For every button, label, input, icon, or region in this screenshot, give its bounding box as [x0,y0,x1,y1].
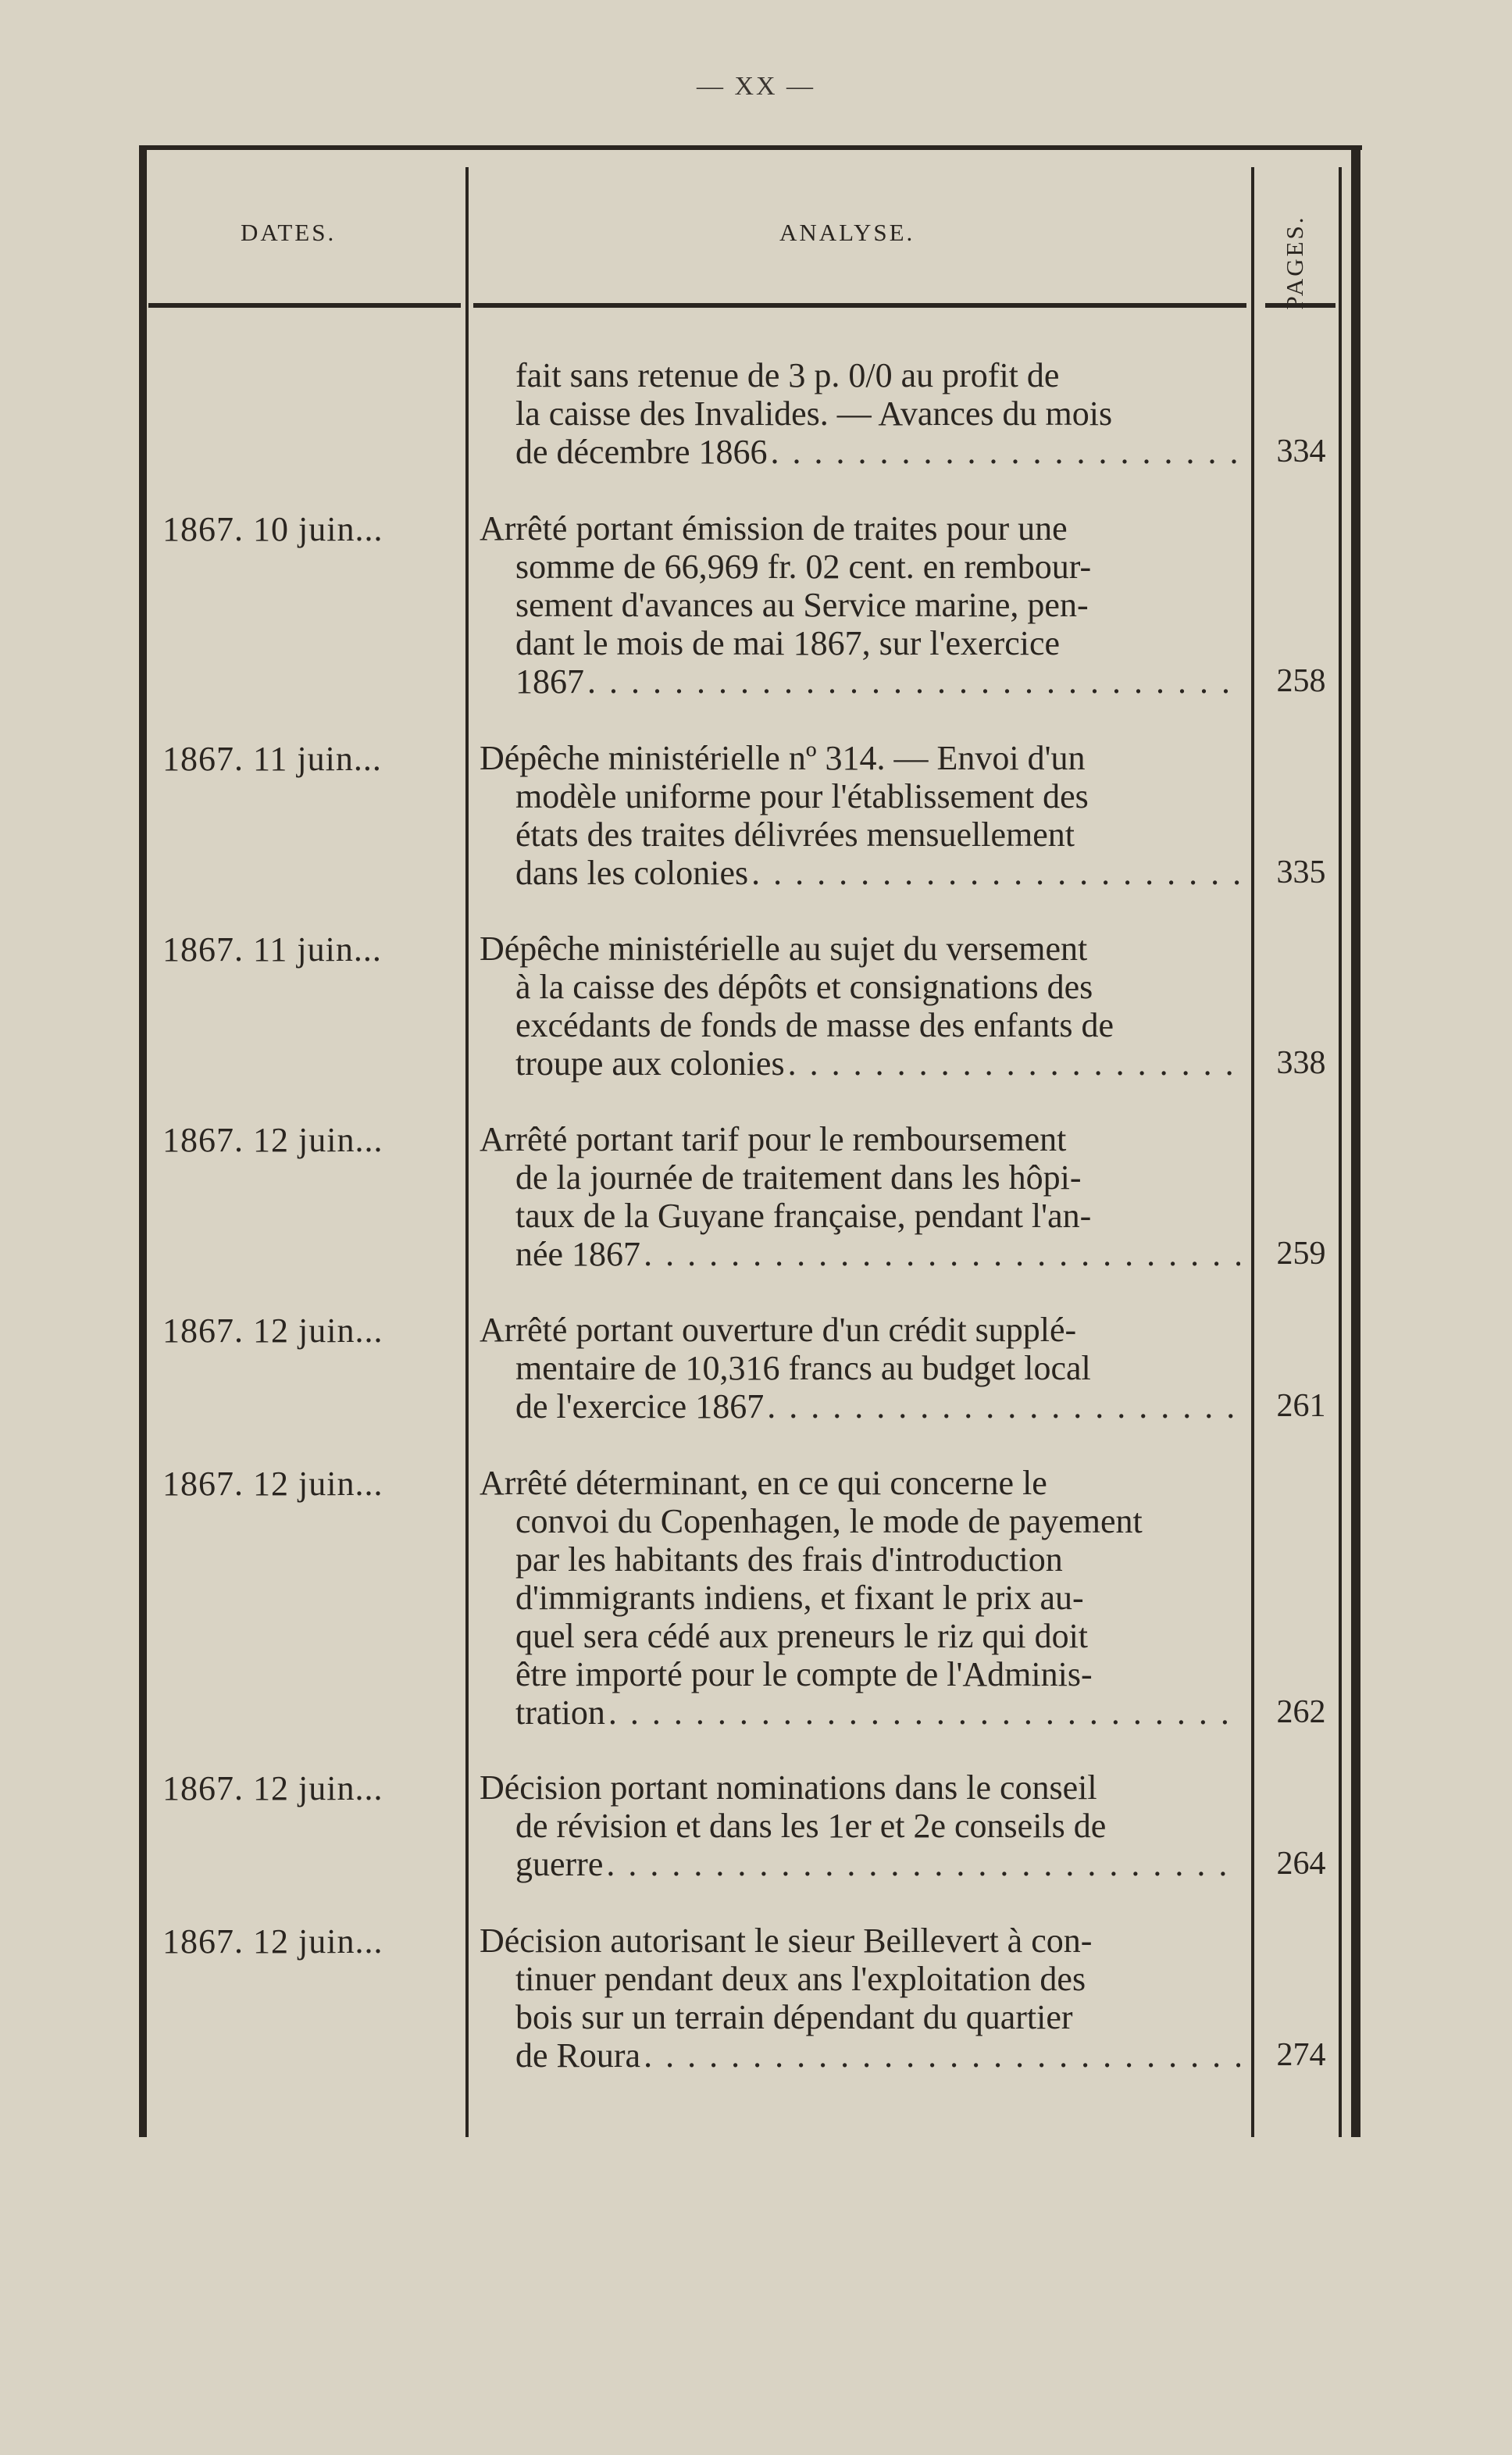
analysis-line: être importé pour le compte de l'Adminis- [515,1655,1093,1693]
analysis-line: Décision autorisant le sieur Beillevert à con- [480,1922,1093,1960]
analysis-line: dant le mois de mai 1867, sur l'exercice [515,624,1061,662]
analysis-line: Arrêté portant tarif pour le remboursement [480,1120,1067,1158]
column-header-dates: DATES. [241,219,337,246]
analysis-line-last: de décembre 1866 . . . [480,433,1240,471]
analysis-line: d'immigrants indiens, et fixant le prix au- [515,1579,1084,1617]
analysis-line: modèle uniforme pour l'établissement des [515,777,1089,815]
entry-analysis [480,1922,1240,2075]
leader-dots [603,1845,1240,1883]
analysis-line: mentaire de 10,316 francs au budget local [515,1349,1091,1387]
analysis-line: sement d'avances au Service marine, pen- [515,586,1089,624]
analysis-line: fait sans retenue de 3 p. 0/0 au profit de [515,356,1060,394]
leader-dots [640,1235,1240,1273]
entry-date: 1867. 12 juin... [162,1922,383,1961]
entry-analysis [480,509,1240,701]
leader-dots [748,854,1240,892]
entry-page: 258 [1276,663,1326,699]
analysis-line-last: née 1867 . . . [480,1235,1240,1273]
analysis-line-last: de Roura . . . [480,2036,1240,2075]
entry-date: 1867. 12 juin... [162,1465,383,1503]
entry-analysis [480,356,1240,471]
analysis-line: de la journée de traitement dans les hôpi- [515,1158,1082,1197]
page-number: — XX — [696,72,816,101]
entry-page: 262 [1276,1694,1326,1730]
analysis-line: Arrêté déterminant, en ce qui concerne le [480,1464,1047,1502]
leader-dots [785,1044,1240,1083]
entry-date: 1867. 10 juin... [162,510,383,548]
entry-page: 261 [1276,1388,1326,1424]
analysis-line: Arrêté portant émission de traites pour une [480,509,1068,548]
entry-page: 259 [1276,1236,1326,1272]
index-table [139,145,1362,2137]
entry-analysis [480,1311,1240,1426]
entry-page: 334 [1276,434,1326,469]
analysis-line: quel sera cédé aux preneurs le riz qui doit [515,1617,1089,1655]
analysis-line: tinuer pendant deux ans l'exploitation des [515,1960,1086,1998]
entry-analysis [480,1768,1240,1883]
analysis-line: à la caisse des dépôts et consignations des [515,968,1093,1006]
leader-dots [584,662,1240,701]
analysis-line-last: de l'exercice 1867 . . . [480,1387,1240,1426]
column-divider-pages [1339,167,1342,2137]
analysis-line-last: troupe aux colonies . . . [480,1044,1240,1083]
entry-date: 1867. 12 juin... [162,1311,383,1350]
header-rule-dates [148,303,461,308]
analysis-line-last: tration . . . [480,1693,1240,1732]
header-rule-analyse [473,303,1246,308]
column-header-pages: PAGES. [1281,215,1308,310]
leader-dots [640,2036,1240,2075]
entry-page: 338 [1276,1045,1326,1081]
analysis-line-last: dans les colonies . . . [480,854,1240,892]
analysis-line: la caisse des Invalides. — Avances du mois [515,394,1113,433]
entry-page: 274 [1276,2037,1326,2073]
table-top-rule [139,145,1362,150]
analysis-line: de révision et dans les 1er et 2e conseils de [515,1807,1107,1845]
table-left-rule [139,145,147,2137]
analysis-line: excédants de fonds de masse des enfants de [515,1006,1114,1044]
analysis-line: par les habitants des frais d'introduction [515,1540,1063,1579]
analysis-line-last: guerre . . . [480,1845,1240,1883]
leader-dots [764,1387,1240,1426]
entry-date: 1867. 12 juin... [162,1769,383,1807]
entry-date: 1867. 11 juin... [162,930,382,969]
analysis-line: bois sur un terrain dépendant du quartier [515,1998,1073,2036]
entry-analysis [480,739,1240,892]
analysis-line: convoi du Copenhagen, le mode de payement [515,1502,1143,1540]
analysis-line: taux de la Guyane française, pendant l'an- [515,1197,1092,1235]
column-header-analyse: ANALYSE. [779,219,915,246]
leader-dots [605,1693,1240,1732]
analysis-line: Dépêche ministérielle au sujet du versement [480,930,1088,968]
entry-analysis [480,930,1240,1083]
analysis-line: Arrêté portant ouverture d'un crédit supplé- [480,1311,1077,1349]
leader-dots [768,433,1240,471]
analysis-line: Décision portant nominations dans le conseil [480,1768,1097,1807]
analysis-line: états des traites délivrées mensuellement [515,815,1075,854]
entry-analysis [480,1464,1240,1732]
column-divider-dates [465,167,469,2137]
table-right-rule [1351,145,1360,2137]
entry-date: 1867. 11 juin... [162,740,382,778]
entry-date: 1867. 12 juin... [162,1121,383,1159]
entry-page: 335 [1276,855,1326,890]
analysis-line: Dépêche ministérielle nº 314. — Envoi d'un [480,739,1086,777]
analysis-line: somme de 66,969 fr. 02 cent. en rembour- [515,548,1092,586]
analysis-line-last: 1867 . . . [480,662,1240,701]
column-divider-analyse [1251,167,1254,2137]
entry-page: 264 [1276,1846,1326,1882]
entry-analysis [480,1120,1240,1273]
